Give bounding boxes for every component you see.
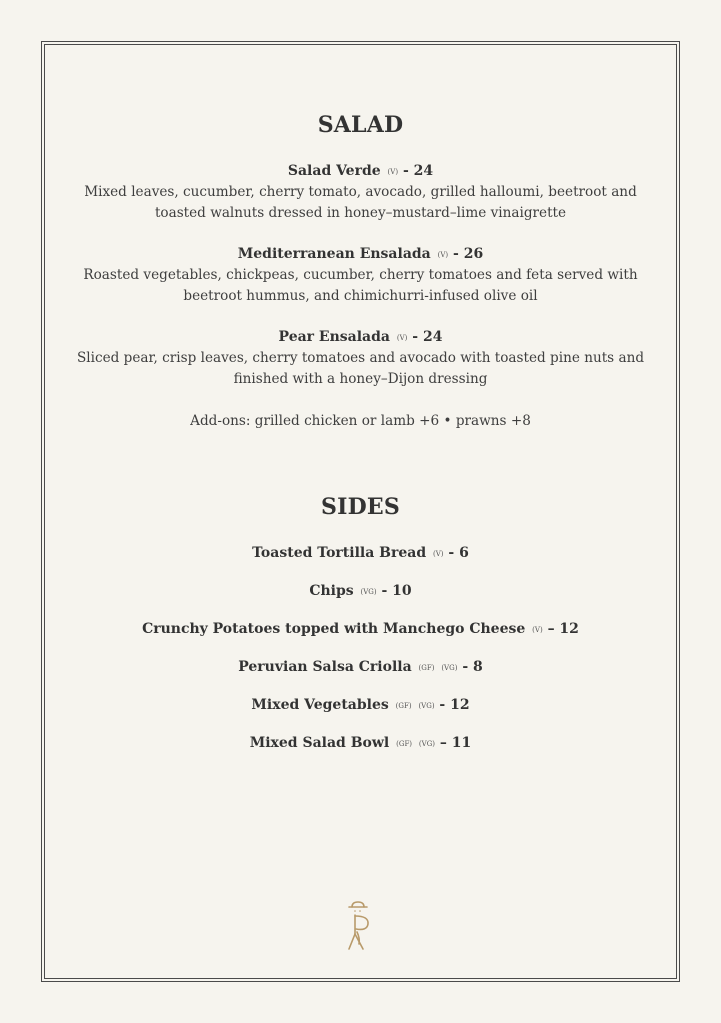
item-name: Mixed Salad Bowl bbox=[249, 735, 390, 751]
menu-item bbox=[44, 244, 677, 307]
item-name: Toasted Tortilla Bread bbox=[252, 545, 427, 561]
menu-item bbox=[44, 161, 677, 224]
item-description-line: Roasted vegetables, chickpeas, cucumber, cherry tomatoes and feta served with bbox=[83, 267, 638, 283]
side-item bbox=[44, 543, 677, 564]
item-name: Mediterranean Ensalada bbox=[237, 246, 431, 262]
side-item bbox=[44, 619, 677, 640]
dietary-tag: (VG) bbox=[441, 664, 458, 672]
menu-item bbox=[44, 327, 677, 390]
item-description-line: Mixed leaves, cucumber, cherry tomato, avocado, grilled halloumi, beetroot and bbox=[84, 184, 637, 200]
menu-item-title bbox=[44, 327, 677, 348]
item-price: - 12 bbox=[439, 697, 470, 713]
salad-heading: SALAD bbox=[317, 112, 404, 138]
item-name: Salad Verde bbox=[287, 163, 381, 179]
item-name: Peruvian Salsa Criolla bbox=[238, 659, 412, 675]
side-item bbox=[44, 733, 677, 754]
item-name: Chips bbox=[309, 583, 354, 599]
item-description-line: finished with a honey–Dijon dressing bbox=[233, 371, 488, 387]
sides-heading: SIDES bbox=[321, 494, 400, 520]
dietary-tag: (V) bbox=[387, 168, 399, 176]
item-price: - 8 bbox=[462, 659, 483, 675]
dietary-tag: (V) bbox=[437, 251, 449, 259]
item-price: - 24 bbox=[412, 329, 443, 345]
dietary-tag: (VG) bbox=[418, 702, 435, 710]
item-description-line: toasted walnuts dressed in honey–mustard–lime vinaigrette bbox=[154, 205, 567, 221]
item-name: Crunchy Potatoes topped with Manchego Cheese bbox=[142, 621, 526, 637]
dietary-tag: (VG) bbox=[360, 588, 377, 596]
side-item bbox=[44, 581, 677, 602]
side-item bbox=[44, 657, 677, 678]
dietary-tag: (GF) bbox=[395, 702, 412, 710]
item-price: - 10 bbox=[381, 583, 412, 599]
dietary-tag: (GF) bbox=[396, 740, 413, 748]
side-item bbox=[44, 695, 677, 716]
dietary-tag: (GF) bbox=[418, 664, 435, 672]
dietary-tag: (V) bbox=[433, 550, 444, 558]
menu-item-title bbox=[44, 244, 677, 265]
item-price: – 11 bbox=[439, 735, 472, 751]
menu-item-title bbox=[44, 161, 677, 182]
salad-addons: Add-ons: grilled chicken or lamb +6 • prawns +8 bbox=[190, 413, 531, 429]
item-price: - 24 bbox=[402, 163, 434, 179]
dietary-tag: (VG) bbox=[418, 740, 436, 748]
item-price: – 12 bbox=[547, 621, 579, 637]
restaurant-monogram-logo bbox=[340, 898, 376, 954]
dietary-tag: (V) bbox=[532, 626, 543, 634]
item-price: - 6 bbox=[448, 545, 469, 561]
dietary-tag: (V) bbox=[396, 334, 408, 342]
item-description-line: beetroot hummus, and chimichurri-infused olive oil bbox=[183, 288, 538, 304]
item-name: Mixed Vegetables bbox=[251, 697, 389, 713]
item-price: - 26 bbox=[453, 246, 484, 262]
item-description-line: Sliced pear, crisp leaves, cherry tomatoes and avocado with toasted pine nuts and bbox=[76, 350, 645, 366]
item-name: Pear Ensalada bbox=[278, 329, 390, 345]
